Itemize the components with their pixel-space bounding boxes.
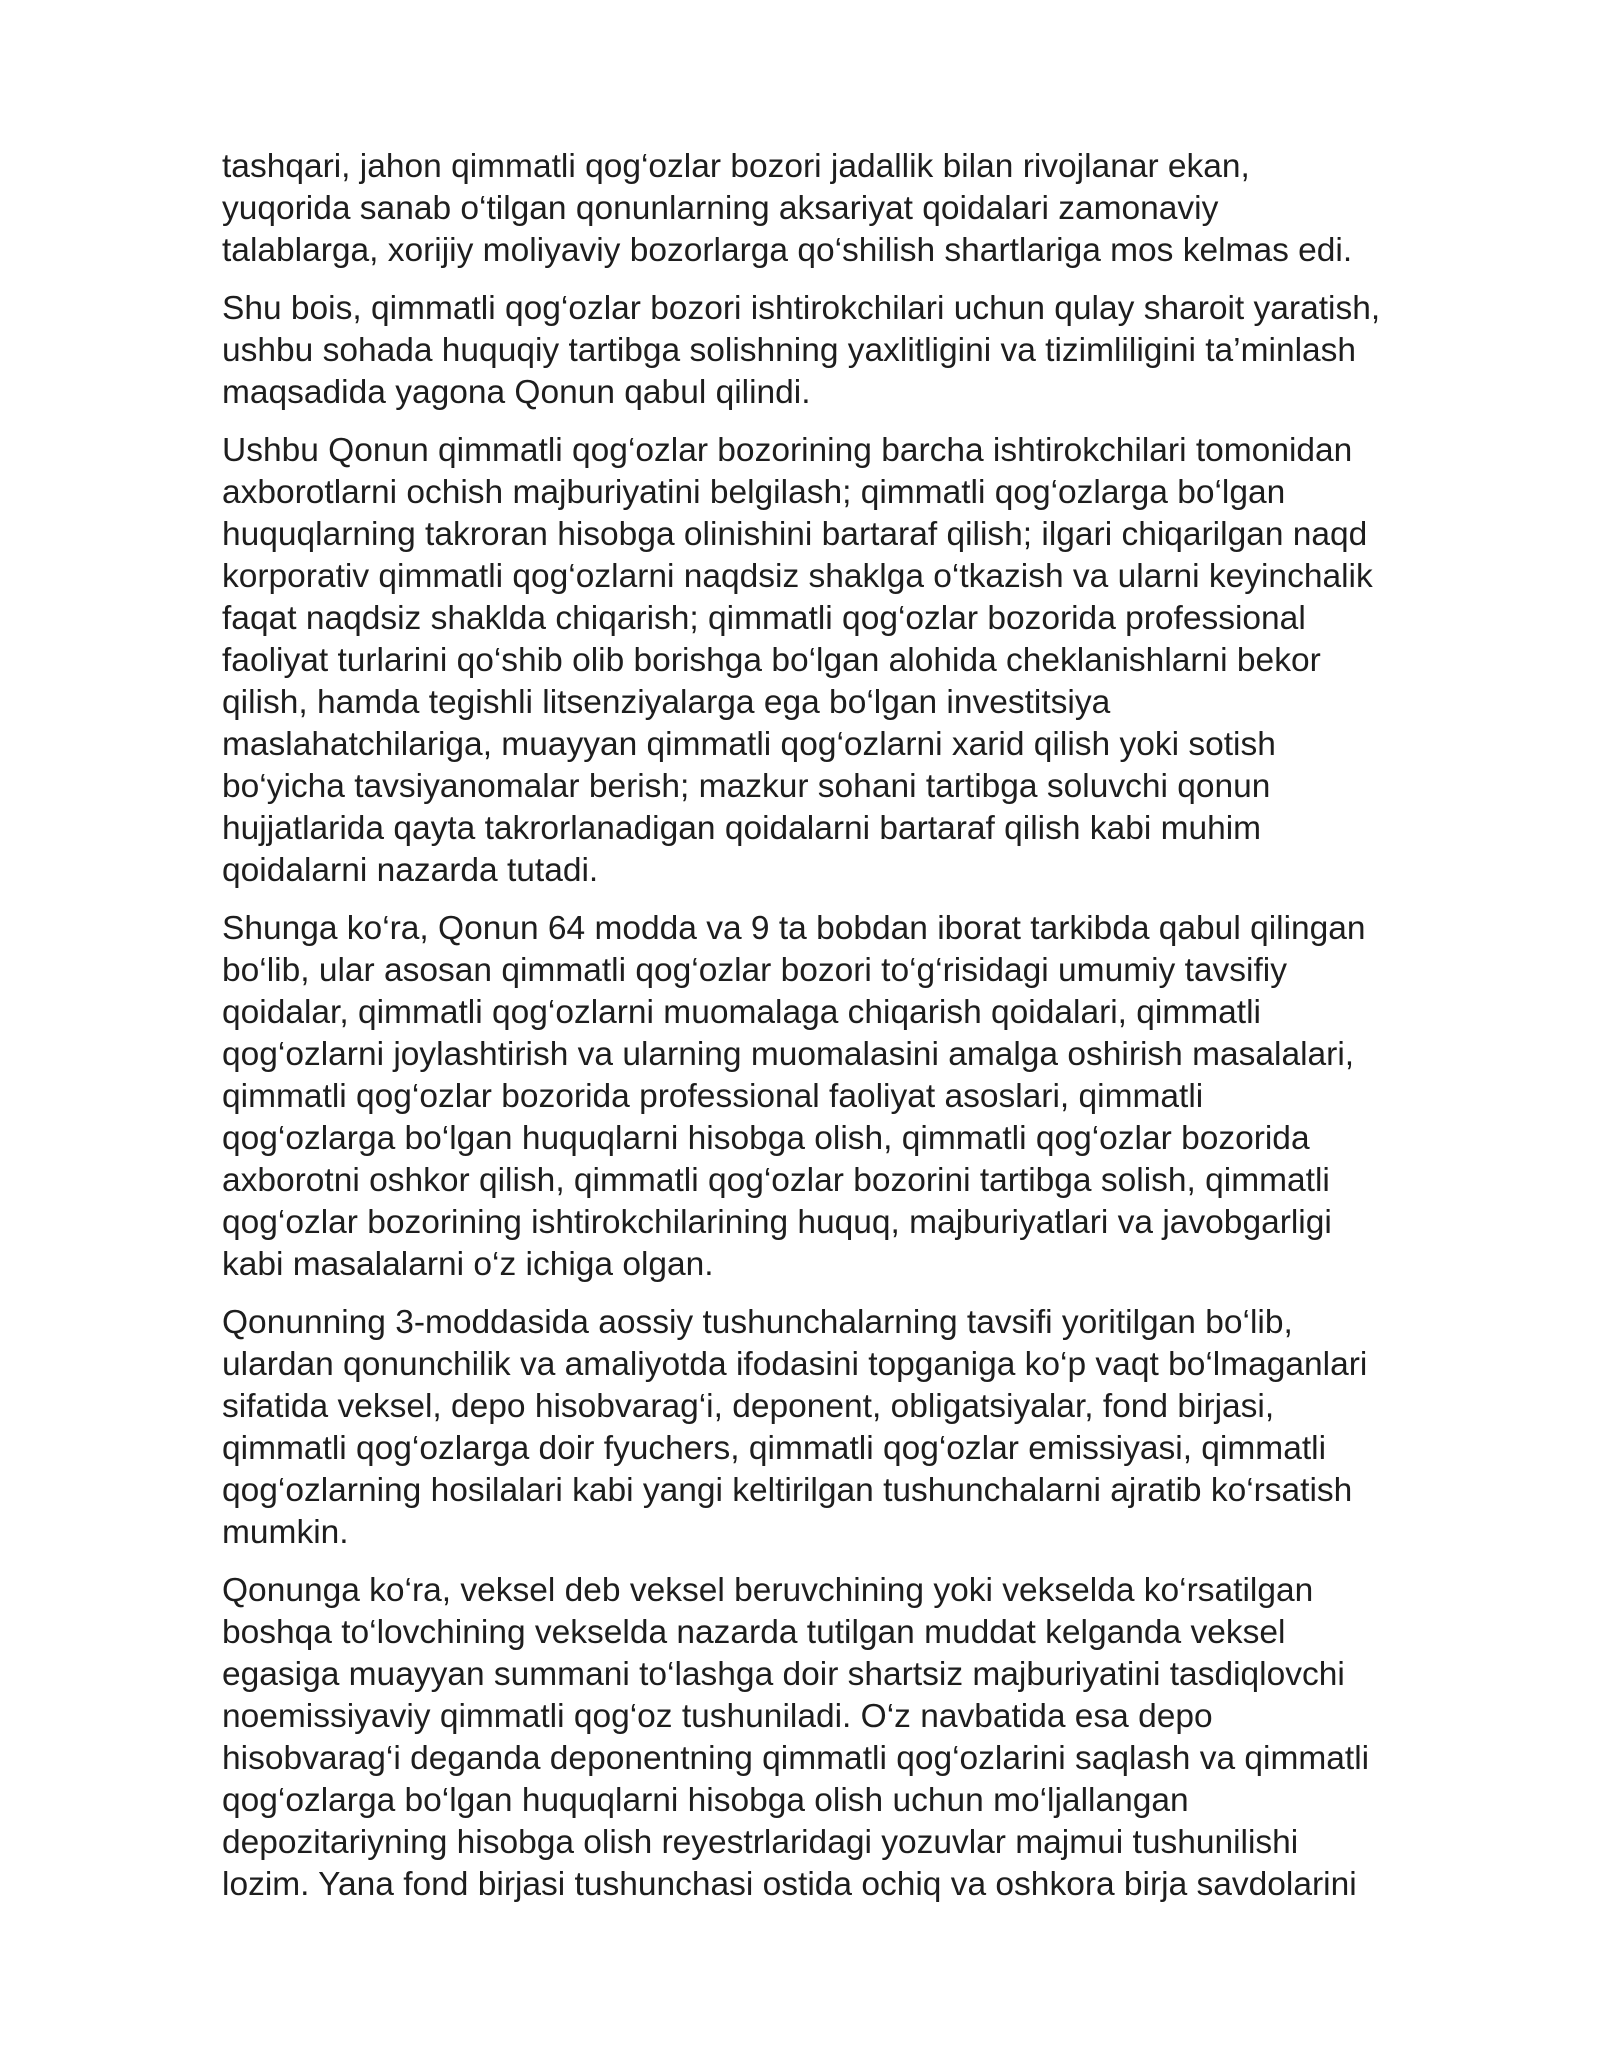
paragraph-5: Qonunning 3-moddasida aossiy tushunchalarning tavsifi yoritilgan bo‘lib, ulardan qonunchilik va amaliyotda ifodasini topganiga ko‘p vaqt bo‘lmaganlari sifatida veksel, depo hisobvarag‘i, deponent, obligatsiyalar, fond birjasi, qimmatli qog‘ozlarga doir fyuchers, qimmatli qog‘ozlar emissiyasi, qimmatli qog‘ozlarning hosilalari kabi yangi keltirilgan tushunchalarni ajratib ko‘rsatish mumkin. bbox=[222, 1304, 1368, 1551]
paragraph-2: Shu bois, qimmatli qog‘ozlar bozori ishtirokchilari uchun qulay sharoit yaratish, ushbu sohada huquqiy tartibga solishning yaxlitligini va tizimliligini ta’minlash maqsadida yagona Qonun qabul qilindi. bbox=[222, 290, 1381, 411]
document-page bbox=[222, 146, 1492, 1922]
paragraph-3: Ushbu Qonun qimmatli qog‘ozlar bozorining barcha ishtirokchilari tomonidan axborotlarni ochish majburiyatini belgilash; qimmatli qog‘ozlarga bo‘lgan huquqlarning takroran hisobga olinishini bartaraf qilish; ilgari chiqarilgan naqd korporativ qimmatli qog‘ozlarni naqdsiz shaklga o‘tkazish va ularni keyinchalik faqat naqdsiz shaklda chiqarish; qimmatli qog‘ozlar bozorida professional faoliyat turlarini qo‘shib olib borishga bo‘lgan alohida cheklanishlarni bekor qilish, hamda tegishli litsenziyalarga ega bo‘lgan investitsiya maslahatchilariga, muayyan qimmatli qog‘ozlarni xarid qilish yoki sotish bo‘yicha tavsiyanomalar berish; mazkur sohani tartibga soluvchi qonun hujjatlarida qayta takrorlanadigan qoidalarni bartaraf qilish kabi muhim qoidalarni nazarda tutadi. bbox=[222, 432, 1373, 889]
paragraph-4: Shunga ko‘ra, Qonun 64 modda va 9 ta bobdan iborat tarkibda qabul qilingan bo‘lib, ular asosan qimmatli qog‘ozlar bozori to‘g‘risidagi umumiy tavsifiy qoidalar, qimmatli qog‘ozlarni muomalaga chiqarish qoidalari, qimmatli qog‘ozlarni joylashtirish va ularning muomalasini amalga oshirish masalalari, qimmatli qog‘ozlar bozorida professional faoliyat asoslari, qimmatli qog‘ozlarga bo‘lgan huquqlarni hisobga olish, qimmatli qog‘ozlar bozorida axborotni oshkor qilish, qimmatli qog‘ozlar bozorini tartibga solish, qimmatli qog‘ozlar bozorining ishtirokchilarining huquq, majburiyatlari va javobgarligi kabi masalalarni o‘z ichiga olgan. bbox=[222, 910, 1366, 1283]
paragraph-1: tashqari, jahon qimmatli qog‘ozlar bozori jadallik bilan rivojlanar ekan, yuqorida sanab o‘tilgan qonunlarning aksariyat qoidalari zamonaviy talablarga, xorijiy moliyaviy bozorlarga qo‘shilish shartlariga mos kelmas edi. bbox=[222, 148, 1353, 269]
paragraph-6: Qonunga ko‘ra, veksel deb veksel beruvchining yoki vekselda ko‘rsatilgan boshqa to‘lovchining vekselda nazarda tutilgan muddat kelganda veksel egasiga muayyan summani to‘lashga doir shartsiz majburiyatini tasdiqlovchi noemissiyaviy qimmatli qog‘oz tushuniladi. O‘z navbatida esa depo hisobvarag‘i deganda deponentning qimmatli qog‘ozlarini saqlash va qimmatli qog‘ozlarga bo‘lgan huquqlarni hisobga olish uchun mo‘ljallangan depozitariyning hisobga olish reyestrlaridagi yozuvlar majmui tushunilishi lozim. Yana fond birjasi tushunchasi ostida ochiq va oshkora birja savdolarini bbox=[222, 1572, 1370, 1903]
